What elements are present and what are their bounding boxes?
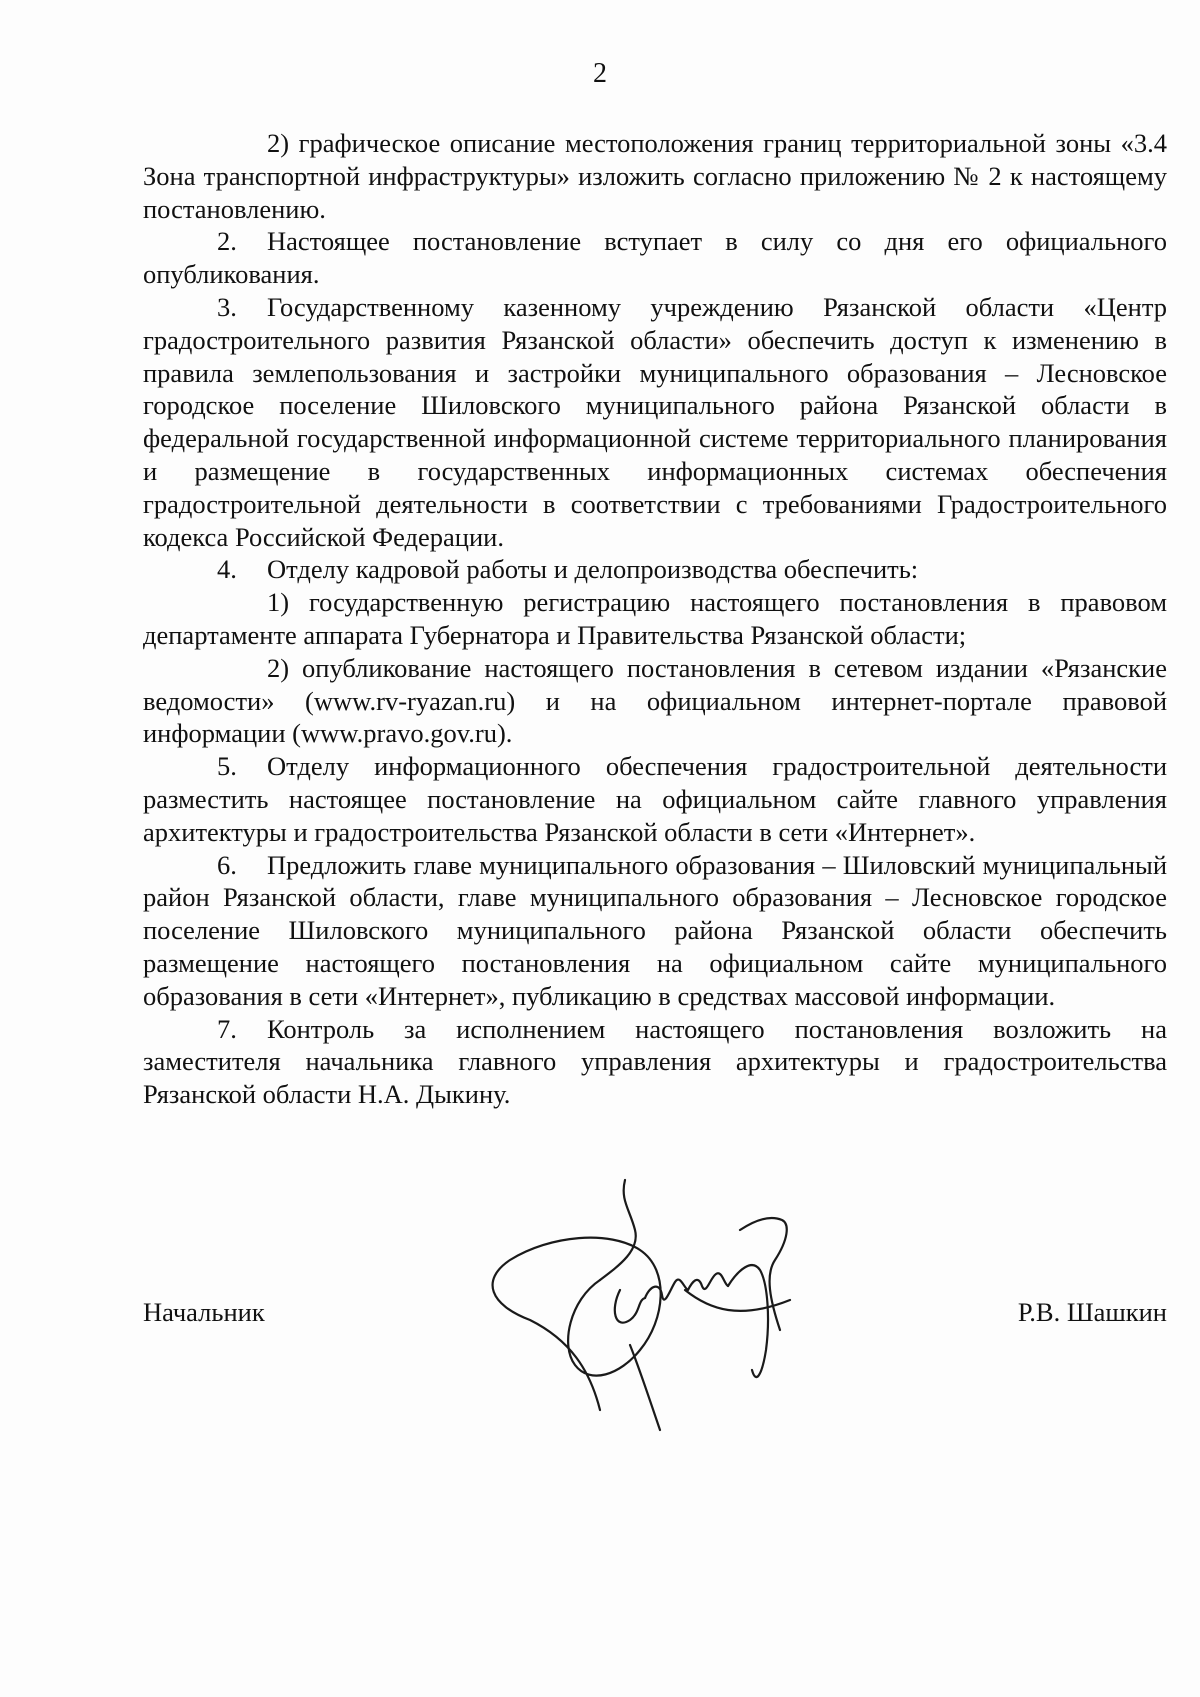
document-body [143, 127, 1167, 1111]
paragraph-number: 3. [217, 291, 237, 322]
paragraph-4-1 [143, 586, 1167, 652]
paragraph-6 [143, 849, 1167, 1013]
signatory-title: Начальник [143, 1297, 265, 1327]
paragraph-4-2 [143, 652, 1167, 750]
paragraph-text: 2) опубликование настоящего постановления в сетевом издании «Рязанские ведомости» (www.rv-ryazan.ru) и на официальном интернет-портале правовой информации (www.pravo.gov.ru). [143, 652, 1167, 749]
paragraph-number: 2. [217, 226, 237, 257]
paragraph-2 [143, 225, 1167, 291]
signatory-name: Р.В. Шашкин [1017, 1297, 1167, 1327]
paragraph-7 [143, 1013, 1167, 1111]
paragraph-1-2 [143, 127, 1167, 225]
paragraph-3 [143, 291, 1167, 553]
paragraph-4 [143, 553, 1167, 586]
paragraph-text: 2) графическое описание местоположения границ территориальной зоны «3.4 Зона транспортной инфраструктуры» изложить согласно приложению № 2 к настоящему постановлению. [143, 128, 1167, 224]
paragraph-number: 4. [217, 554, 237, 585]
paragraph-text: Отделу информационного обеспечения градостроительной деятельности разместить настоящее постановление на официальном сайте главного управления архитектуры и градостроительства Рязанской области в сети «Интернет». [143, 751, 1167, 847]
signature-block [143, 1296, 1167, 1336]
paragraph-text: Отделу кадровой работы и делопроизводства обеспечить: [267, 554, 919, 585]
paragraph-number: 7. [217, 1013, 237, 1044]
paragraph-5 [143, 750, 1167, 848]
paragraph-text: Государственному казенному учреждению Рязанской области «Центр градостроительного развития Рязанской области» обеспечить доступ к изменению в правила землепользования и застройки муниципального образования – Лесновское городское поселение Шиловского муниципального района Рязанской области в федеральной государственной информационной системе территориального планирования и размещение в государственных информационных системах обеспечения градостроительной деятельности в соответствии с требованиями Градостроительного кодекса Российской Федерации. [143, 291, 1167, 552]
paragraph-number: 5. [217, 751, 237, 782]
page-number: 2 [593, 58, 607, 89]
paragraph-text: 1) государственную регистрацию настоящего постановления в правовом департаменте аппарата Губернатора и Правительства Рязанской области; [143, 587, 1167, 650]
paragraph-text: Контроль за исполнением настоящего постановления возложить на заместителя начальника главного управления архитектуры и градостроительства Рязанской области Н.А. Дыкину. [143, 1013, 1167, 1110]
paragraph-text: Настоящее постановление вступает в силу со дня его официального опубликования. [143, 226, 1167, 290]
paragraph-text: Предложить главе муниципального образования – Шиловский муниципальный район Рязанской области, главе муниципального образования – Лесновское городское поселение Шиловского муниципального района Рязанской области обеспечить размещение настоящего постановления на официальном сайте муниципального образования в сети «Интернет», публикацию в средствах массовой информации. [143, 849, 1167, 1011]
paragraph-number: 6. [217, 849, 237, 880]
